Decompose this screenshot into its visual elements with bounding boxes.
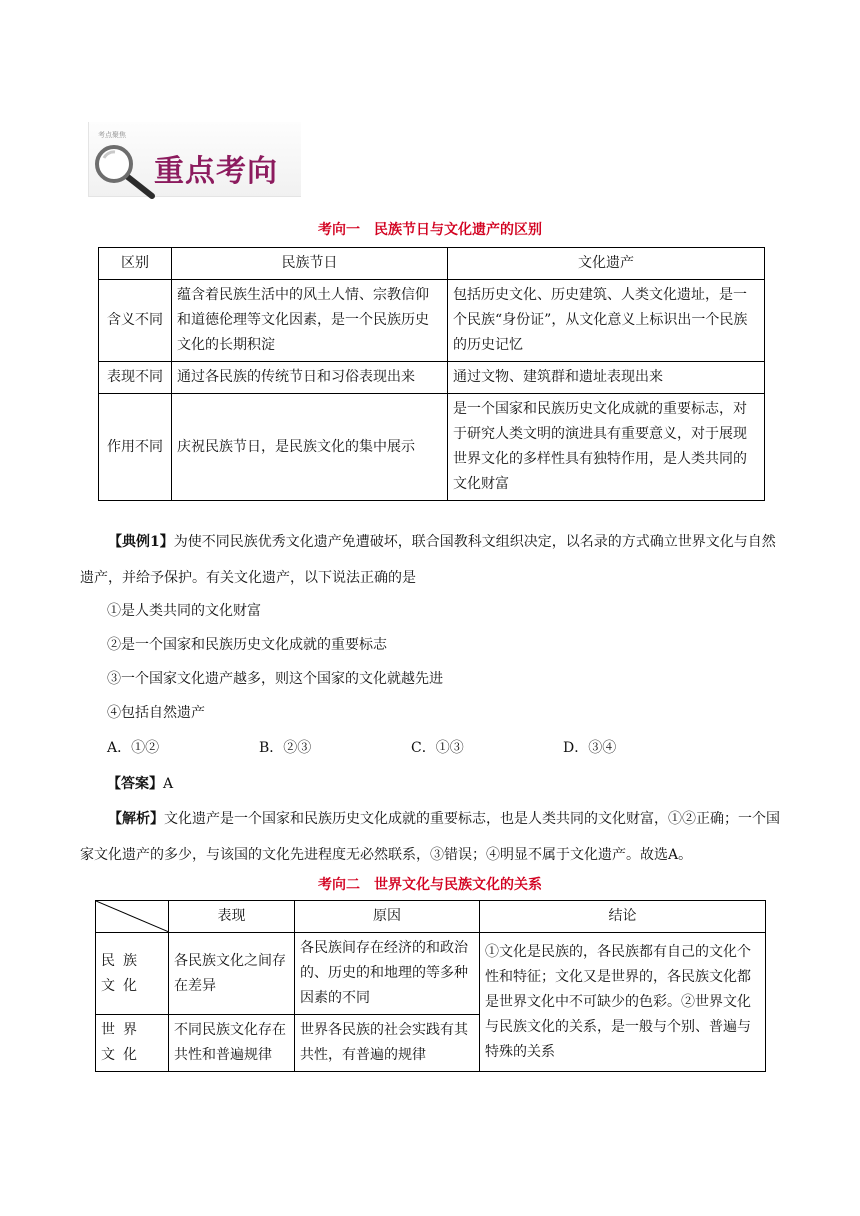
answer-tag: 【答案】 <box>107 776 163 792</box>
table-cell: 蕴含着民族生活中的风土人情、宗教信仰和道德伦理等文化因素，是一个民族历史文化的长期积淀 <box>172 280 448 362</box>
table-cell: 各民族文化之间存在差异 <box>169 933 295 1015</box>
header-cell: 区别 <box>99 248 172 280</box>
example-stem-text: 为使不同民族优秀文化遗产免遭破坏，联合国教科文组织决定，以名录的方式确立世界文化与自然遗产，并给予保护。有关文化遗产，以下说法正确的是 <box>80 534 776 586</box>
table-cell: 庆祝民族节日，是民族文化的集中展示 <box>172 394 448 501</box>
answer-value: A <box>163 776 174 792</box>
section1-title: 考向一 民族节日与文化遗产的区别 <box>318 222 542 238</box>
magnifier-icon <box>88 140 162 202</box>
row-label: 含义不同 <box>99 280 172 362</box>
table-cell: 不同民族文化存在共性和普遍规律 <box>169 1015 295 1072</box>
conclusion-cell: ①文化是民族的，各民族都有自己的文化个性和特征；文化又是世界的，各民族文化都是世界文化中不可缺少的色彩。②世界文化与民族文化的关系，是一般与个别、普遍与特殊的关系 <box>480 933 766 1072</box>
table-cell: 通过文物、建筑群和遗址表现出来 <box>448 362 765 394</box>
analysis-tag: 【解析】 <box>108 811 164 827</box>
key-direction-banner <box>78 112 308 205</box>
table-row <box>99 362 765 394</box>
header-cell: 文化遗产 <box>448 248 765 280</box>
banner-small-text: 考点聚焦 <box>98 131 126 139</box>
diagonal-header-cell <box>96 901 169 933</box>
header-cell: 民族节日 <box>172 248 448 280</box>
table-cell: 各民族间存在经济的和政治的、历史的和地理的等多种因素的不同 <box>295 933 480 1015</box>
option-a: A．①② <box>107 740 160 756</box>
option-b: B．②③ <box>259 740 312 756</box>
row-label: 作用不同 <box>99 394 172 501</box>
table-cell: 通过各民族的传统节日和习俗表现出来 <box>172 362 448 394</box>
analysis-text: 文化遗产是一个国家和民族历史文化成就的重要标志，也是人类共同的文化财富，①②正确；一个国家文化遗产的多少，与该国的文化先进程度无必然联系，③错误；④明显不属于文化遗产。故选A。 <box>80 811 780 863</box>
table-cell: 是一个国家和民族历史文化成就的重要标志，对于研究人类文明的演进具有重要意义，对于展现世界文化的多样性具有独特作用，是人类共同的文化财富 <box>448 394 765 501</box>
table-cell: 包括历史文化、历史建筑、人类文化遗址，是一个民族“身份证”，从文化意义上标识出一个民族的历史记忆 <box>448 280 765 362</box>
statement-item: ①是人类共同的文化财富 <box>107 603 261 619</box>
table-row <box>99 394 765 501</box>
option-d: D．③④ <box>563 740 617 756</box>
banner-title: 重点考向 <box>154 154 278 189</box>
header-cell: 表现 <box>169 901 295 933</box>
row-label: 世界文化 <box>96 1015 169 1072</box>
row-label: 表现不同 <box>99 362 172 394</box>
diagonal-line <box>96 901 169 932</box>
example-tag: 【典例1】 <box>108 534 174 550</box>
table-row <box>96 933 766 1015</box>
option-c: C．①③ <box>411 740 464 756</box>
example-stem <box>80 524 785 596</box>
answer-line <box>107 773 173 793</box>
table-cell: 世界各民族的社会实践有其共性，有普遍的规律 <box>295 1015 480 1072</box>
statement-item: ④包括自然遗产 <box>107 705 205 721</box>
analysis-paragraph <box>80 801 785 873</box>
festival-heritage-table <box>98 247 765 501</box>
world-national-culture-table <box>95 900 766 1072</box>
table-row <box>99 280 765 362</box>
table-header-row <box>96 901 766 933</box>
statement-item: ②是一个国家和民族历史文化成就的重要标志 <box>107 637 387 653</box>
statement-item: ③一个国家文化遗产越多，则这个国家的文化就越先进 <box>107 671 443 687</box>
header-cell: 原因 <box>295 901 480 933</box>
table-header-row <box>99 248 765 280</box>
header-cell: 结论 <box>480 901 766 933</box>
row-label: 民族文化 <box>96 933 169 1015</box>
section2-title: 考向二 世界文化与民族文化的关系 <box>318 877 542 893</box>
